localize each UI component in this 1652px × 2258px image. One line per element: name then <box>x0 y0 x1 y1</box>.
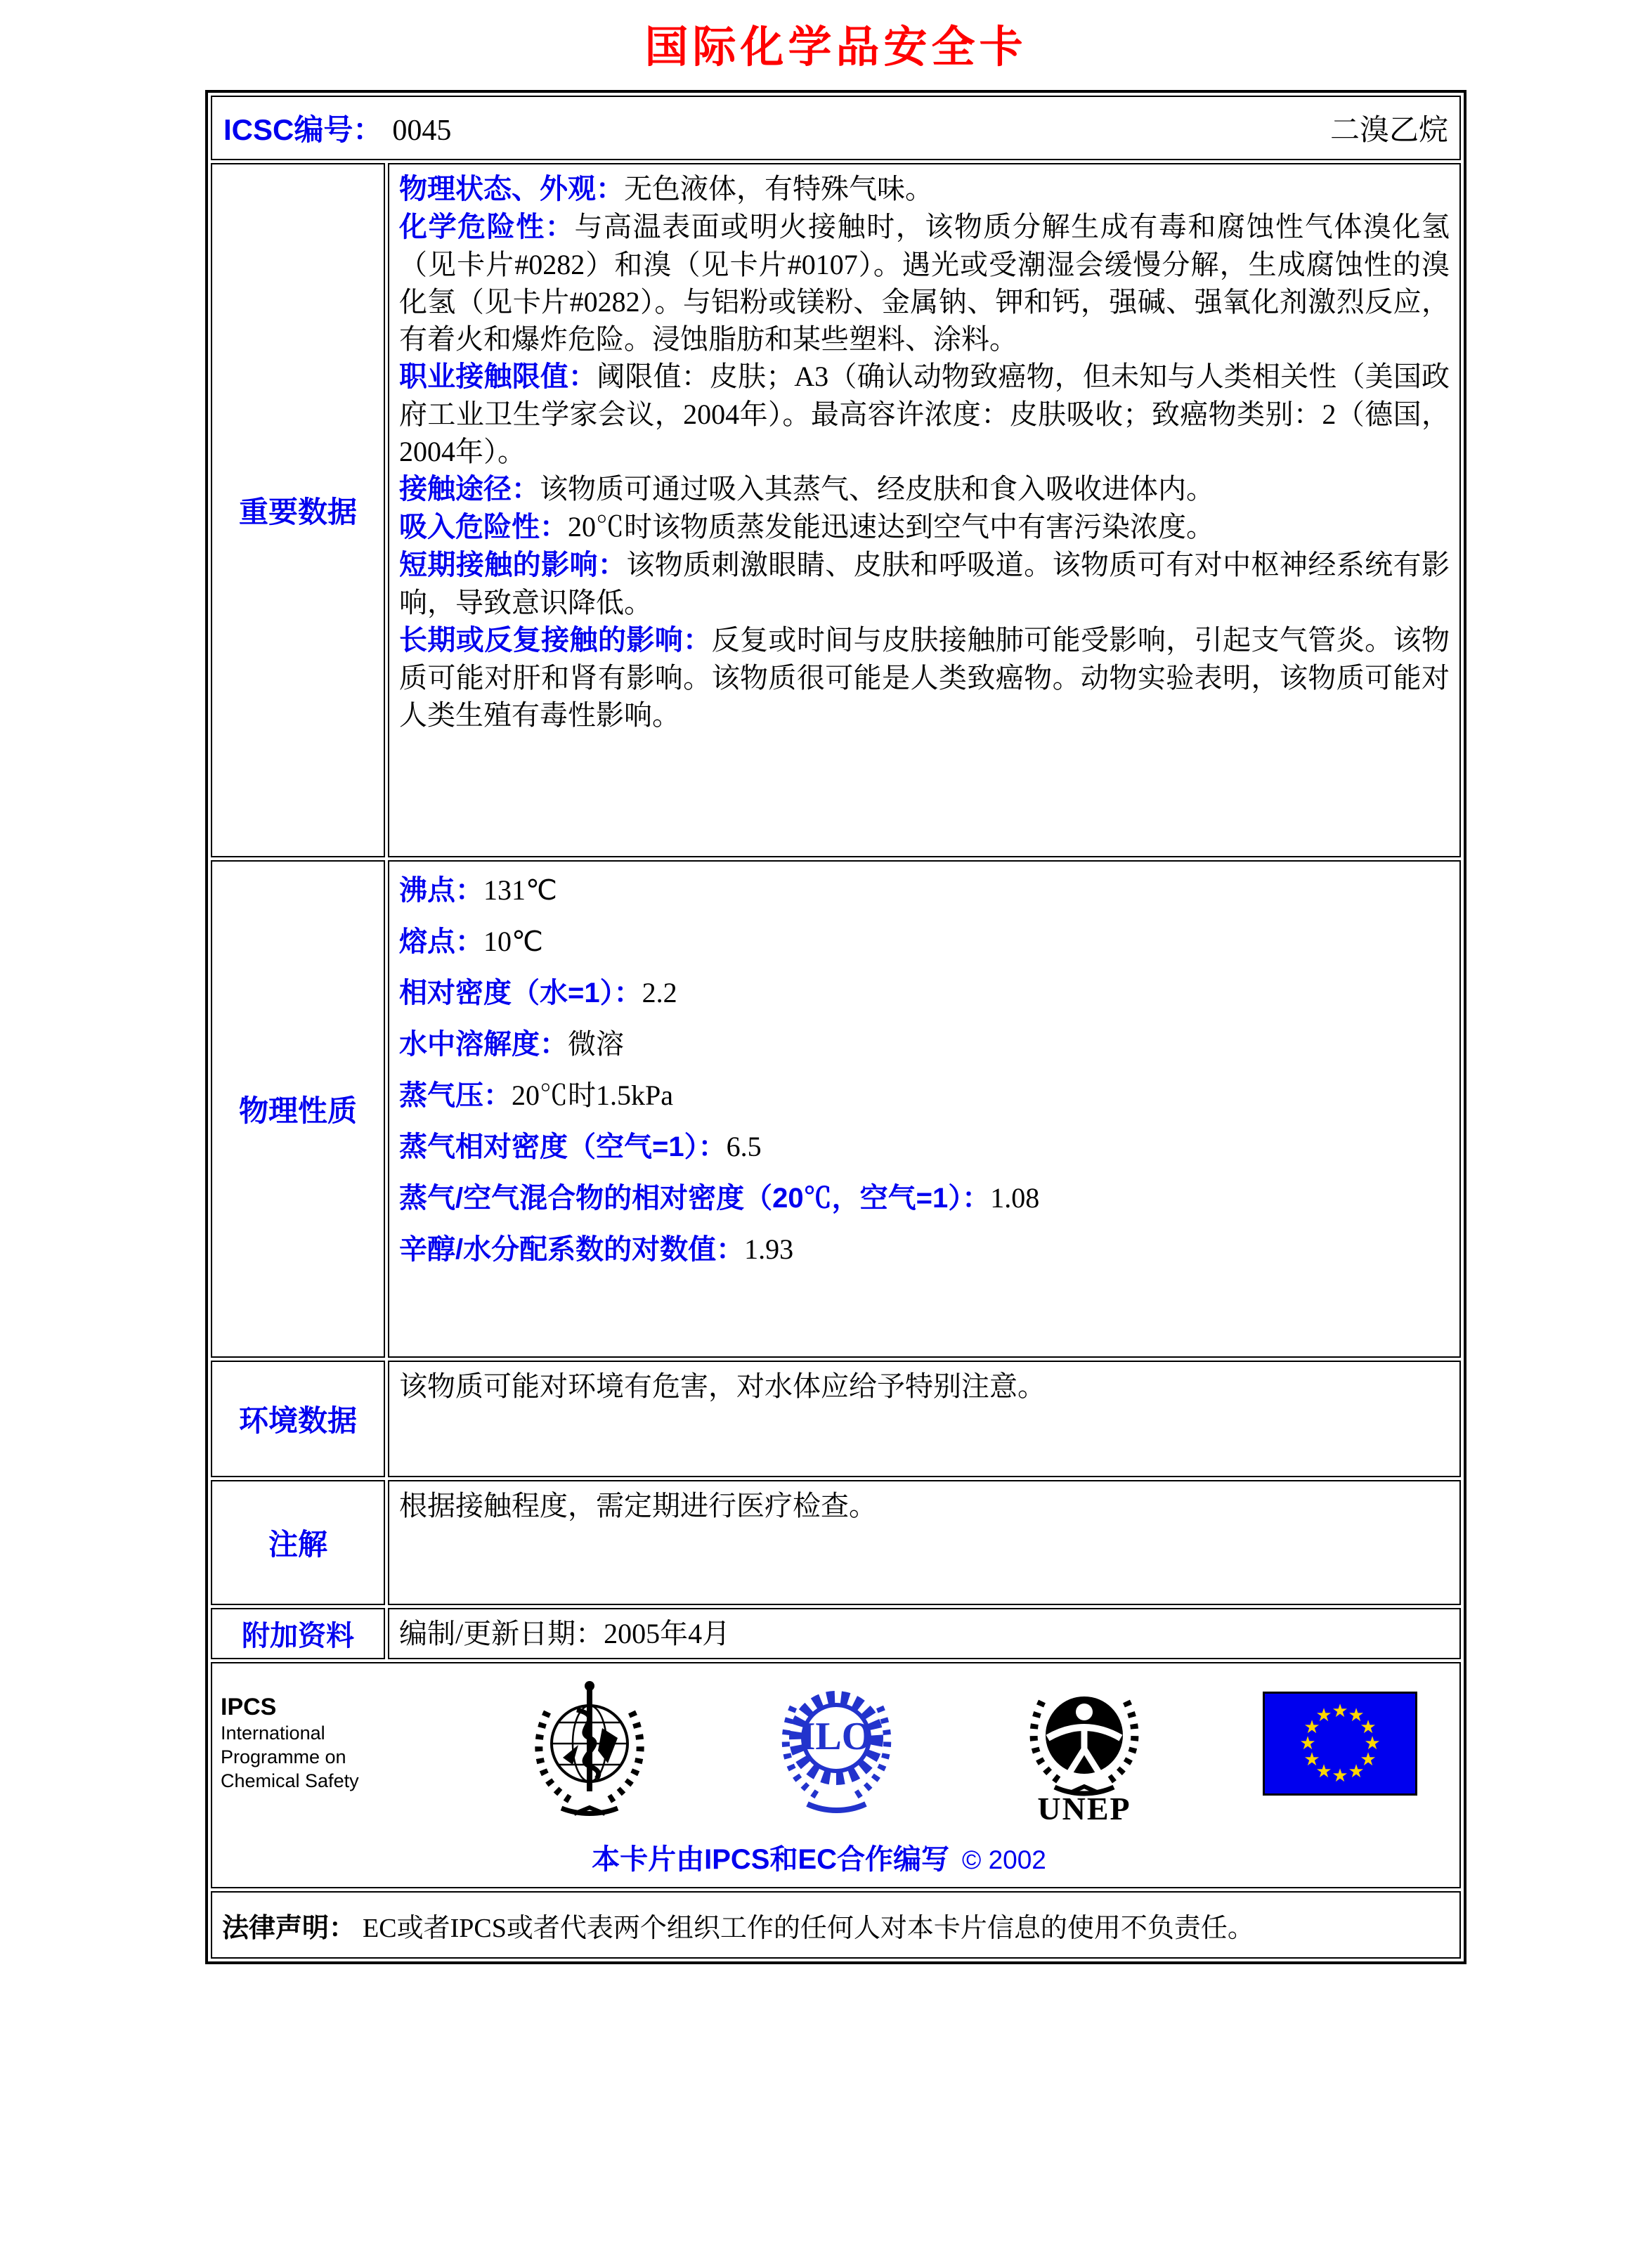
header-cell <box>211 96 1461 160</box>
important-data-item-label: 吸入危险性： <box>399 512 568 543</box>
important-data-row <box>211 163 1461 857</box>
important-data-item-text: 该物质刺激眼睛、皮肤和呼吸道。该物质可有对中枢神经系统有影响，导致意识降低。 <box>399 549 1450 619</box>
important-data-item-label: 短期接触的影响： <box>399 550 627 581</box>
svg-text:★: ★ <box>1360 1717 1377 1739</box>
physical-property-label: 蒸气相对密度（空气=1）： <box>399 1131 727 1163</box>
ipcs-text-block <box>221 1673 410 1793</box>
physical-property-value: 1.08 <box>990 1182 1040 1214</box>
svg-text:★: ★ <box>1364 1733 1381 1755</box>
physical-property-label: 辛醇/水分配系数的对数值： <box>399 1234 745 1266</box>
physical-property-value: 20℃时1.5kPa <box>512 1079 673 1112</box>
important-data-item-label: 物理状态、外观： <box>399 174 624 205</box>
logos-strip <box>221 1673 1417 1824</box>
notes-text: 根据接触程度，需定期进行医疗检查。 <box>399 1490 877 1522</box>
important-data-item-text: 阈限值：皮肤；A3（确认动物致癌物，但未知与人类相关性（美国政府工业卫生学家会议，2004年）。最高容许浓度：皮肤吸收；致癌物类别：2（德国，2004年）。 <box>399 361 1450 468</box>
notes-row-label: 注解 <box>211 1480 385 1605</box>
unep-logo-box <box>1014 1673 1155 1824</box>
svg-text:★: ★ <box>1348 1705 1365 1727</box>
important-data-item <box>399 508 1450 546</box>
chemical-name: 二溴乙烷 <box>1329 115 1448 148</box>
ilo-logo-box <box>768 1673 905 1821</box>
important-data-item <box>399 546 1450 621</box>
ipcs-line3: Chemical Safety <box>221 1770 359 1792</box>
icsc-number-value: 0045 <box>392 115 452 148</box>
icsc-number-group <box>223 107 451 149</box>
cooperation-caption-text: 本卡片由IPCS和EC合作编写 <box>592 1844 950 1876</box>
who-logo-box <box>519 1673 660 1824</box>
ipcs-line2: Programme on <box>221 1746 346 1768</box>
notes-row <box>211 1480 1461 1605</box>
physical-property-label: 蒸气/空气混合物的相对密度（20℃，空气=1）： <box>399 1183 991 1214</box>
page-title: 国际化学品安全卡 <box>644 23 1027 72</box>
legal-label: 法律声明： <box>222 1913 356 1943</box>
physical-property-line <box>399 1233 1450 1266</box>
physical-property-label: 熔点： <box>399 926 483 958</box>
physical-properties-row-label: 物理性质 <box>211 860 385 1358</box>
ilo-emblem-icon <box>768 1673 905 1821</box>
physical-property-line <box>399 1182 1450 1214</box>
svg-text:★: ★ <box>1303 1717 1320 1739</box>
physical-property-value: 6.5 <box>726 1131 762 1163</box>
important-data-item-text: 该物质可通过吸入其蒸气、经皮肤和食入吸收进体内。 <box>540 473 1214 505</box>
icsc-number-label: ICSC编号： <box>223 113 383 147</box>
important-data-row-label: 重要数据 <box>211 163 385 857</box>
legal-text: EC或者IPCS或者代表两个组织工作的任何人对本卡片信息的使用不负责任。 <box>363 1913 1254 1943</box>
important-data-item <box>399 470 1450 508</box>
physical-property-value: 1.93 <box>744 1233 794 1266</box>
important-data-item <box>399 170 1450 208</box>
physical-property-line <box>399 874 1450 907</box>
legal-cell <box>211 1891 1461 1959</box>
important-data-item <box>399 621 1450 734</box>
ipcs-acronym: IPCS <box>221 1694 277 1721</box>
additional-info-content <box>388 1608 1461 1659</box>
icsc-card-table <box>205 90 1466 1964</box>
important-data-item-text: 与高温表面或明火接触时，该物质分解生成有毒和腐蚀性气体溴化氢（见卡片#0282）和溴（见卡片#0107）。遇光或受潮湿会缓慢分解，生成腐蚀性的溴化氢（见卡片#0282）。与铝粉或镁粉、金属钠、钾和钙，强碱、强氧化剂激烈反应，有着火和爆炸危险。浸蚀脂肪和某些塑料、涂料。 <box>399 211 1450 356</box>
who-emblem-icon <box>519 1673 660 1824</box>
svg-text:★: ★ <box>1315 1705 1332 1727</box>
important-data-content <box>388 163 1461 857</box>
physical-property-label: 蒸气压： <box>399 1080 512 1112</box>
cooperation-caption <box>221 1837 1417 1877</box>
environmental-data-row-label: 环境数据 <box>211 1361 385 1477</box>
logos-row <box>211 1662 1461 1888</box>
ipcs-line1: International <box>221 1722 325 1744</box>
svg-text:★: ★ <box>1303 1749 1320 1771</box>
physical-property-value: 131℃ <box>483 874 557 907</box>
eu-flag-icon <box>1263 1692 1417 1796</box>
header-row <box>211 96 1461 160</box>
notes-content <box>388 1480 1461 1605</box>
svg-text:★: ★ <box>1315 1761 1332 1783</box>
important-data-item-label: 化学危险性： <box>399 212 575 243</box>
additional-info-row <box>211 1608 1461 1659</box>
svg-text:★: ★ <box>1360 1749 1377 1771</box>
important-data-item <box>399 358 1450 470</box>
copyright-text: © 2002 <box>962 1845 1046 1875</box>
svg-text:★: ★ <box>1332 1765 1348 1787</box>
environmental-data-text: 该物质可能对环境有危害，对水体应给予特别注意。 <box>399 1370 1046 1403</box>
svg-text:★: ★ <box>1299 1733 1316 1755</box>
physical-properties-content <box>388 860 1461 1358</box>
physical-property-value: 10℃ <box>483 926 543 958</box>
additional-info-text: 编制/更新日期：2005年4月 <box>399 1618 731 1650</box>
unep-caption: UNEP <box>1036 1791 1131 1825</box>
svg-text:★: ★ <box>1348 1761 1365 1783</box>
physical-property-label: 沸点： <box>399 875 483 907</box>
physical-property-line <box>399 1079 1450 1112</box>
important-data-item <box>399 208 1450 358</box>
legal-row <box>211 1891 1461 1959</box>
important-data-item-label: 职业接触限值： <box>399 361 597 393</box>
physical-property-value: 2.2 <box>642 977 677 1009</box>
eu-flag-box <box>1263 1673 1417 1796</box>
important-data-item-text: 无色液体，有特殊气味。 <box>624 173 933 205</box>
physical-properties-row <box>211 860 1461 1358</box>
logos-cell <box>211 1662 1461 1888</box>
important-data-item-text: 反复或时间与皮肤接触肺可能受影响，引起支气管炎。该物质可能对肝和肾有影响。该物质很可能是人类致癌物。动物实验表明，该物质可能对人类生殖有毒性影响。 <box>399 624 1450 732</box>
physical-property-value: 微溶 <box>568 1028 624 1060</box>
environmental-data-row <box>211 1361 1461 1477</box>
important-data-item-label: 接触途径： <box>399 474 540 505</box>
environmental-data-content <box>388 1361 1461 1477</box>
physical-property-line <box>399 1131 1450 1163</box>
additional-info-row-label: 附加资料 <box>211 1608 385 1659</box>
important-data-item-text: 20℃时该物质蒸发能迅速达到空气中有害污染浓度。 <box>568 511 1214 543</box>
svg-text:★: ★ <box>1332 1701 1348 1722</box>
physical-property-line <box>399 926 1450 958</box>
important-data-item-label: 长期或反复接触的影响： <box>399 625 712 656</box>
physical-property-line <box>399 1028 1450 1060</box>
physical-property-label: 水中溶解度： <box>399 1029 568 1060</box>
physical-property-line <box>399 977 1450 1009</box>
unep-emblem-icon <box>1014 1673 1155 1824</box>
physical-property-label: 相对密度（水=1）： <box>399 978 642 1009</box>
ilo-letters: ILO <box>800 1715 873 1759</box>
